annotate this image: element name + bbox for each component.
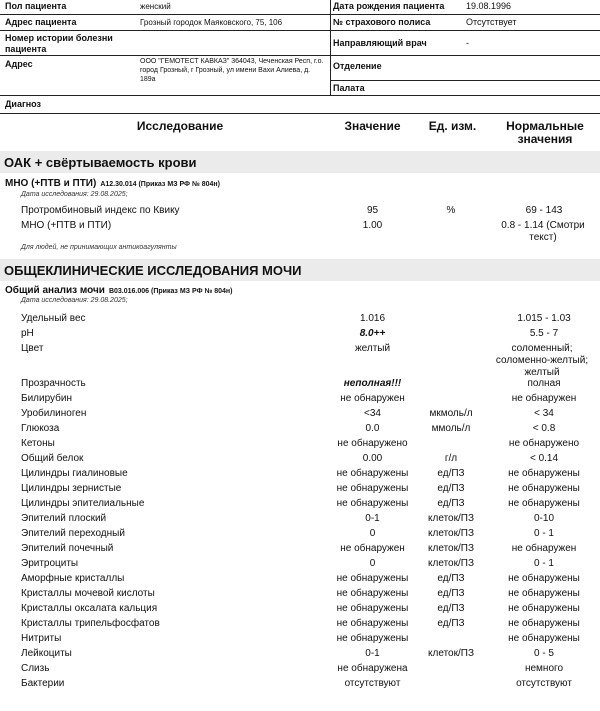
- row-value: 0.0: [365, 423, 380, 434]
- row-value: не обнаружен: [340, 393, 405, 404]
- header-value: Значение: [344, 119, 401, 133]
- birth-label: Дата рождения пациента: [333, 1, 445, 11]
- row-norm: отсутствуют: [516, 678, 572, 689]
- row-norm: 0 - 5: [533, 648, 554, 659]
- lab-address-value: ООО "ГЕМОТЕСТ КАВКАЗ" 364043, Чеченская Респ, г.о. город Грозный, г Грозный, ул имени Вахи Алиева, д. 189а: [140, 58, 324, 83]
- row-unit: ед/ПЗ: [437, 498, 465, 509]
- row-norm: не обнаружены: [508, 603, 580, 614]
- row-unit: ед/ПЗ: [437, 588, 465, 599]
- row-norm: 5.5 - 7: [529, 328, 559, 339]
- table-row: [0, 528, 600, 543]
- department-label: Отделение: [333, 61, 382, 71]
- row-value: 0-1: [365, 513, 380, 524]
- table-row: [0, 408, 600, 423]
- test-title-inr: [5, 178, 220, 189]
- row-value: желтый: [354, 343, 391, 354]
- row-value: 1.016: [359, 313, 386, 324]
- row-norm: < 34: [534, 408, 554, 419]
- row-value: <34: [364, 408, 381, 419]
- row-value: не обнаружены: [336, 588, 409, 599]
- row-value: 0.00: [362, 453, 383, 464]
- row-name: Эритроциты: [21, 558, 79, 569]
- table-row: [0, 603, 600, 618]
- row-norm: не обнаружены: [508, 633, 580, 644]
- patient-row-ward: [330, 80, 600, 96]
- row-value: 0-1: [365, 648, 380, 659]
- row-norm: не обнаружены: [508, 483, 580, 494]
- row-norm: не обнаружены: [508, 498, 580, 509]
- row-value: неполная!!!: [343, 378, 402, 389]
- row-name: Уробилиноген: [21, 408, 87, 419]
- row-norm: не обнаружено: [508, 438, 580, 449]
- row-unit: ед/ПЗ: [437, 603, 465, 614]
- row-unit: мкмоль/л: [429, 408, 473, 419]
- row-name: Эпителий почечный: [21, 543, 114, 554]
- row-name: Аморфные кристаллы: [21, 573, 125, 584]
- row-unit: клеток/ПЗ: [428, 648, 474, 659]
- table-row: [0, 633, 600, 648]
- table-row: [0, 588, 600, 603]
- row-value: не обнаружены: [336, 468, 409, 479]
- row-name: Нитриты: [21, 633, 62, 644]
- row-norm: не обнаружен: [511, 543, 577, 554]
- patient-row-sex: [0, 0, 600, 14]
- row-norm: не обнаружены: [508, 618, 580, 629]
- row-value: не обнаружены: [336, 603, 409, 614]
- table-row: [0, 393, 600, 408]
- address-value: Грозный городок Маяковского, 75, 106: [140, 18, 283, 27]
- sex-value: женский: [140, 2, 171, 11]
- table-row: [0, 453, 600, 468]
- test-code-inr: A12.30.014 (Приказ МЗ РФ № 804н): [100, 181, 220, 188]
- row-value: 95: [366, 205, 379, 216]
- row-name: Глюкоза: [21, 423, 60, 434]
- section-blood: [0, 151, 600, 173]
- policy-value: Отсутствует: [466, 17, 517, 27]
- row-name: pH: [21, 328, 34, 339]
- section-urine-title: ОБЩЕКЛИНИЧЕСКИЕ ИССЛЕДОВАНИЯ МОЧИ: [4, 263, 302, 278]
- header-test: Исследование: [136, 119, 224, 133]
- row-unit: ед/ПЗ: [437, 573, 465, 584]
- row-norm: не обнаружены: [508, 588, 580, 599]
- row-value: не обнаружен: [340, 543, 405, 554]
- birth-value: 19.08.1996: [466, 1, 512, 11]
- row-name: Прозрачность: [21, 378, 86, 389]
- row-norm: 0.8 - 1.14 (Смотри текст): [501, 220, 585, 243]
- diagnosis-label: Диагноз: [5, 99, 41, 109]
- row-norm: не обнаружены: [508, 573, 580, 584]
- patient-row-lab-address: [0, 55, 600, 81]
- row-value: не обнаружены: [336, 498, 409, 509]
- table-row: [0, 483, 600, 498]
- table-row: [0, 663, 600, 678]
- row-unit: %: [446, 205, 456, 216]
- test-title-urine: [5, 285, 233, 296]
- row-unit: г/л: [444, 453, 458, 464]
- row-name: Общий белок: [21, 453, 84, 464]
- table-row: [0, 618, 600, 633]
- row-value: отсутствуют: [344, 678, 401, 689]
- diagnosis-row: [0, 95, 600, 114]
- ward-label: Палата: [333, 83, 365, 93]
- row-name: Кетоны: [21, 438, 55, 449]
- address-label: Адрес пациента: [5, 17, 77, 27]
- header-norm: Нормальные значения: [506, 119, 584, 146]
- row-unit: ед/ПЗ: [437, 468, 465, 479]
- row-value: не обнаружено: [337, 438, 408, 449]
- table-row: [0, 678, 600, 693]
- row-name: Слизь: [21, 663, 50, 674]
- row-name: Эпителий переходный: [21, 528, 125, 539]
- inr-note: Для людей, не принимающих антикоагулянты: [21, 244, 177, 251]
- row-unit: ммоль/л: [431, 423, 471, 434]
- table-row: [0, 328, 600, 343]
- test-title-inr-name: МНО (+ПТВ и ПТИ): [5, 178, 97, 189]
- row-value: 0: [369, 558, 376, 569]
- table-row: [0, 313, 600, 328]
- patient-row-history: [0, 30, 600, 56]
- test-date-urine: Дата исследования: 29.08.2025;: [21, 297, 128, 304]
- row-norm: соломенный; соломенно-желтый; желтый: [495, 343, 589, 378]
- table-row: [0, 220, 600, 243]
- table-row: [0, 438, 600, 453]
- row-value: не обнаружены: [336, 573, 409, 584]
- row-norm: 1.015 - 1.03: [517, 313, 571, 324]
- row-value: 1.00: [362, 220, 383, 231]
- section-blood-title: ОАК + свёртываемость крови: [4, 155, 197, 170]
- row-name: Цилиндры гиалиновые: [21, 468, 128, 479]
- row-name: Кристаллы оксалата кальция: [21, 603, 158, 614]
- row-norm: 0 - 1: [533, 528, 554, 539]
- row-norm: 0 - 1: [533, 558, 554, 569]
- doctor-value: -: [466, 38, 469, 48]
- table-row: [0, 498, 600, 513]
- row-name: Цвет: [21, 343, 44, 354]
- row-unit: клеток/ПЗ: [428, 558, 474, 569]
- row-value: не обнаружены: [336, 483, 409, 494]
- row-unit: клеток/ПЗ: [428, 543, 474, 554]
- row-norm: 69 - 143: [525, 205, 563, 216]
- row-norm: < 0.14: [529, 453, 559, 464]
- row-name: Удельный вес: [21, 313, 86, 324]
- row-name: Билирубин: [21, 393, 72, 404]
- test-title-urine-name: Общий анализ мочи: [5, 285, 105, 296]
- row-norm: не обнаружены: [508, 468, 580, 479]
- row-unit: клеток/ПЗ: [428, 513, 474, 524]
- row-name: Протромбиновый индекс по Квику: [21, 205, 180, 216]
- row-unit: ед/ПЗ: [437, 618, 465, 629]
- policy-label: № страхового полиса: [333, 17, 431, 27]
- row-name: Лейкоциты: [21, 648, 72, 659]
- row-value: не обнаружены: [336, 633, 409, 644]
- row-value: 8.0++: [359, 328, 386, 339]
- row-norm: немного: [524, 663, 564, 674]
- lab-address-label: Адрес: [5, 59, 33, 69]
- section-urine: [0, 259, 600, 281]
- row-unit: клеток/ПЗ: [428, 528, 474, 539]
- row-norm: полная: [527, 378, 561, 389]
- table-row: [0, 543, 600, 558]
- table-row: [0, 205, 600, 220]
- row-name: Кристаллы трипельфосфатов: [21, 618, 160, 629]
- row-value: 0: [369, 528, 376, 539]
- row-norm: не обнаружен: [511, 393, 577, 404]
- test-code-urine: B03.016.006 (Приказ МЗ РФ № 804н): [108, 288, 233, 295]
- row-norm: < 0.8: [532, 423, 556, 434]
- header-unit: Ед. изм.: [428, 119, 477, 133]
- table-row: [0, 423, 600, 438]
- row-norm: 0-10: [533, 513, 554, 524]
- table-row: [0, 513, 600, 528]
- table-row: [0, 343, 600, 378]
- row-name: Цилиндры зернистые: [21, 483, 122, 494]
- sex-label: Пол пациента: [5, 1, 67, 11]
- row-value: не обнаружены: [336, 618, 409, 629]
- row-unit: ед/ПЗ: [437, 483, 465, 494]
- row-name: Кристаллы мочевой кислоты: [21, 588, 155, 599]
- row-name: МНО (+ПТВ и ПТИ): [21, 220, 112, 231]
- history-label: Номер истории болезни пациента: [5, 33, 113, 54]
- test-date-inr: Дата исследования: 29.08.2025;: [21, 191, 128, 198]
- doctor-label: Направляющий врач: [333, 38, 427, 48]
- row-name: Цилиндры эпителиальные: [21, 498, 145, 509]
- table-row: [0, 573, 600, 588]
- row-name: Эпителий плоский: [21, 513, 107, 524]
- table-row: [0, 648, 600, 663]
- row-name: Бактерии: [21, 678, 65, 689]
- table-row: [0, 558, 600, 573]
- row-value: не обнаружена: [337, 663, 408, 674]
- table-row: [0, 468, 600, 483]
- table-row: [0, 378, 600, 393]
- patient-row-address: [0, 14, 600, 31]
